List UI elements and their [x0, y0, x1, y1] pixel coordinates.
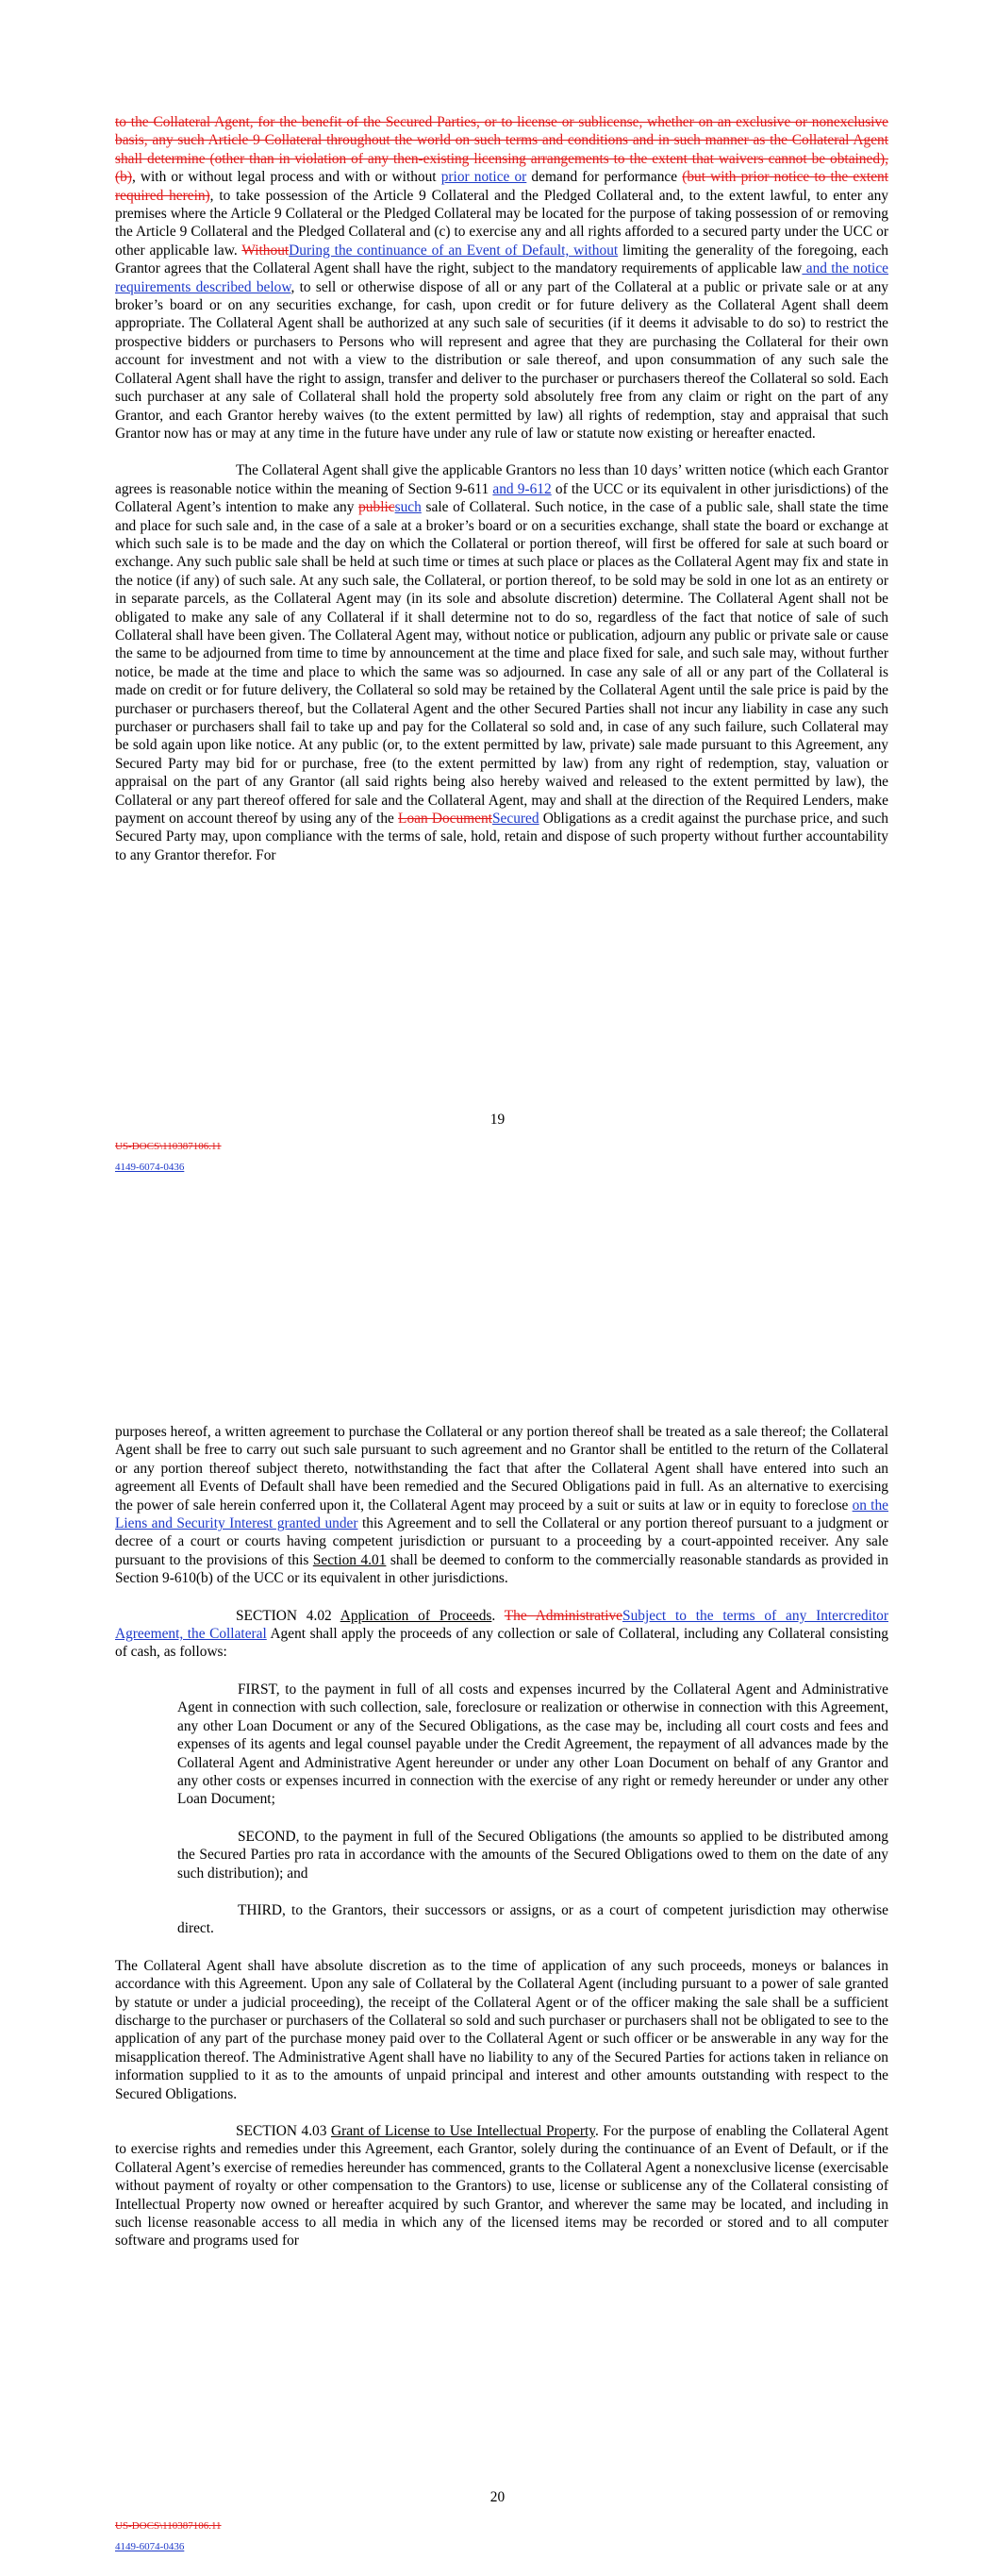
text-run: , to sell or otherwise dispose of all or any part of the Collateral at a public or private sale or at any broker’s board or on any securities exchange, for cash, upon credit or for future delivery as the Collateral Agent shall deem appropriate. The Collateral Agent shall be authorized at any such sale of securities (if it deems it advisable to do so) to restrict the prospective bidders or purchasers to Persons who will represent and agree that they are purchasing the Collateral for their own account for investment and not with a view to the distribution or sale thereof, and upon consummation of any such sale the Collateral Agent shall have the right to assign, transfer and deliver to the purchaser or purchasers thereof the Collateral so sold. Each such purchaser at any sale of Collateral shall hold the property sold absolutely free from any claim or right on the part of any Grantor, and each Grantor hereby waives (to the extent permitted by law) all rights of redemption, stay and appraisal that such Grantor now has or may at any time in the future have under any rule of law or statute now existing or hereafter enacted.: [115, 278, 889, 442]
text-run: SECTION 4.03: [236, 2123, 331, 2139]
text-run: SECTION 4.02: [236, 1607, 340, 1624]
inserted-text: on the Liens and Security Interest granted under: [115, 1497, 888, 1532]
text-run: limiting the generality of the foregoing, each Grantor agrees that the Collateral Agent shall have the right, subject to the mandatory requirements of applicable law: [115, 242, 888, 277]
text-run: purposes hereof, a written agreement to purchase the Collateral or any portion thereof shall be treated as a sale thereof; the Collateral Agent shall be free to carry out such sale pursuant to such agreement and no Grantor shall be entitled to the return of the Collateral or any portion thereof subject thereto, notwithstanding the fact that after the Collateral Agent shall have entered into such an agreement all Events of Default shall have been remedied and the Secured Obligations paid in full. As an alternative to exercising the power of sale herein conferred upon it, the Collateral Agent may proceed by a suit or suits at law or in equity to foreclose: [115, 1424, 888, 1514]
doc-id-deleted: US-DOCS\110387106.11: [115, 2520, 222, 2532]
deleted-text: to the Collateral Agent, for the benefit of the Secured Parties, or to license or sublicense, whether on an exclusive or nonexclusive basis, any such Article 9 Collateral throughout the world on such terms and conditions and in such manner as the Collateral Agent shall determine (other than in violation of any then-existing licensing arrangements to the extent that waivers cannot be obtained), (b): [115, 114, 888, 186]
inserted-text: During the continuance of an Event of Default, without: [289, 242, 619, 259]
page-number: 20: [489, 2489, 506, 2505]
doc-id-inserted: 4149-6074-0436: [115, 2541, 185, 2552]
text-run: shall be deemed to conform to the commercially reasonable standards as provided in Section 9-610(b) of the UCC or its equivalent in other jurisdictions.: [115, 1551, 888, 1587]
text-run: FIRST, to the payment in full of all costs and expenses incurred by the Collateral Agent and Administrative Agent in connection with such collection, sale, foreclosure or realization or otherwise in connection with this Agreement, any other Loan Document or any of the Secured Obligations, as the case may be, including all court costs and fees and expenses of its agents and legal counsel payable under the Credit Agreement, the repayment of all advances made by the Collateral Agent and Administrative Agent hereunder or under any other Loan Document on behalf of any Grantor and any other costs or expenses incurred in connection with the exercise of any right or remedy hereunder or under any other Loan Document;: [177, 1681, 888, 1808]
section-4-02-heading-paragraph: [115, 1607, 888, 1662]
paragraph: [115, 461, 888, 864]
text-run: The Collateral Agent shall have absolute discretion as to the time of application of any such proceeds, moneys or balances in accordance with this Agreement. Upon any sale of Collateral by the Collateral Agent (including pursuant to a power of sale granted by statute or under a judicial proceeding), the receipt of the Collateral Agent or of the officer making the sale shall be a sufficient discharge to the purchaser or purchasers of the Collateral so sold and such purchaser or purchasers shall not be obligated to see to the application of any part of the purchase money paid over to the Collateral Agent or such officer or be answerable in any way for the misapplication thereof. The Administrative Agent shall have no liability to any of the Secured Parties for actions taken in reliance on information supplied to it as to the amounts of unpaid principal and interest and other amounts outstanding with respect to the Secured Obligations.: [115, 1957, 888, 2102]
inserted-text: Subject to the terms of any Intercreditor Agreement, the Collateral: [115, 1607, 888, 1643]
text-run: demand for performance: [526, 169, 683, 186]
inserted-text: and the notice requirements described below: [115, 260, 888, 295]
text-run: .: [491, 1607, 505, 1624]
paragraph: [115, 113, 888, 443]
text-run: , to take possession of the Article 9 Collateral and the Pledged Collateral and, to the extent lawful, to enter any premises where the Article 9 Collateral or the Pledged Collateral may be located for the purpose of taking possession of or removing the Article 9 Collateral and the Pledged Collateral and (c) to exercise any and all rights afforded to a secured party under the UCC or other applicable law.: [115, 187, 888, 259]
deleted-text: public: [358, 499, 395, 516]
underlined-text: Grant of License to Use Intellectual Property: [330, 2123, 595, 2139]
deleted-text: Without: [241, 242, 290, 259]
first-priority-clause: [177, 1681, 888, 1809]
page-number: 19: [489, 1112, 506, 1128]
paragraph: [115, 1957, 888, 2103]
inserted-text: Secured: [491, 811, 539, 828]
doc-id-inserted: 4149-6074-0436: [115, 1162, 185, 1173]
second-priority-clause: [177, 1828, 888, 1882]
text-run: . For the purpose of enabling the Collateral Agent to exercise rights and remedies under this Agreement, each Grantor, solely during the continuance of an Event of Default, or if the Collateral Agent’s exercise of remedies hereunder has commenced, grants to the Collateral Agent a nonexclusive license (exercisable without payment of royalty or other compensation to the Grantors) to use, license or sublicense any of the Collateral consisting of Intellectual Property now owned or hereafter acquired by such Grantor, and wherever the same may be located, and including in such license reasonable access to all media in which any of the licensed items may be recorded or stored and to all computer software and programs used for: [115, 2123, 888, 2250]
page-19-body: [115, 113, 888, 864]
deleted-text: Loan Document: [398, 811, 492, 828]
text-run: of the UCC or its equivalent in other jurisdictions) of the Collateral Agent’s intention to make any: [115, 480, 889, 516]
page-20-body: [115, 1423, 888, 2250]
text-run: Agent shall apply the proceeds of any collection or sale of Collateral, including any Collateral consisting of cash, as follows:: [115, 1626, 888, 1661]
deleted-text: The Administrative: [504, 1607, 623, 1624]
paragraph: [115, 1423, 888, 1588]
text-run: sale of Collateral. Such notice, in the case of a public sale, shall state the time and place for such sale and, in the case of a sale at a broker’s board or on a securities exchange, shall state the board or exchange at which such sale is to be made and the day on which the Collateral or portion thereof, will first be offered for sale at such board or exchange. Any such public sale shall be held at such time or times at such place or places as the Collateral Agent may fix and state in the notice (if any) of such sale. At any such sale, the Collateral, or portion thereof, to be sold may be sold in one lot as an entirety or in separate parcels, as the Collateral Agent may (in its sole and absolute discretion) determine. The Collateral Agent shall not be obligated to make any sale of any Collateral if it shall determine not to do so, regardless of the fact that notice of sale of such Collateral shall have been given. The Collateral Agent may, without notice or publication, adjourn any public or private sale or cause the same to be adjourned from time to time by announcement at the time and place fixed for sale, and such sale may, without further notice, be made at the time and place to which the same was so adjourned. In case any sale of all or any part of the Collateral is made on credit or for future delivery, the Collateral so sold may be retained by the Collateral Agent until the sale price is paid by the purchaser or purchasers thereof, but the Collateral Agent and the other Secured Parties shall not incur any liability in case any such purchaser or purchasers shall fail to take up and pay for the Collateral so sold and, in case of any such failure, such Collateral may be sold again upon like notice. At any public (or, to the extent permitted by law, private) sale made pursuant to this Agreement, any Secured Party may bid for or purchase, free (to the extent permitted by law) from any right of redemption, stay, valuation or appraisal on the part of any Grantor (all said rights being also hereby waived and released to the extent permitted by law), the Collateral or any part thereof offered for sale and the Collateral Agent, may and shall at the direction of the Required Lenders, make payment on account thereof by using any of the: [115, 499, 888, 828]
text-run: THIRD, to the Grantors, their successors or assigns, or as a court of competent jurisdiction may otherwise direct.: [177, 1901, 888, 1937]
text-run: , with or without legal process and with or without: [131, 169, 441, 186]
underlined-text: Application of Proceeds: [340, 1607, 492, 1624]
text-run: Obligations as a credit against the purchase price, and such Secured Party may, upon compliance with the terms of sale, hold, retain and dispose of such property without further accountability to any Grantor therefor. For: [115, 811, 888, 863]
inserted-text: and 9-612: [492, 480, 552, 497]
doc-id-deleted: US-DOCS\110387106.11: [115, 1141, 222, 1152]
text-run: SECOND, to the payment in full of the Secured Obligations (the amounts so applied to be distributed among the Secured Parties pro rata in accordance with the amounts of the Secured Obligations owed to them on the date of any such distribution); and: [177, 1828, 888, 1882]
page-20: [0, 1264, 995, 2576]
inserted-text: such: [394, 499, 422, 516]
text-run: The Collateral Agent shall give the applicable Grantors no less than 10 days’ written notice (which each Grantor agrees is reasonable notice within the meaning of Section 9-611: [115, 462, 888, 497]
inserted-text: prior notice or: [440, 169, 527, 186]
underlined-text: Section 4.01: [312, 1551, 387, 1568]
deleted-text: (but with prior notice to the extent required herein): [115, 169, 888, 204]
section-4-03-heading-paragraph: [115, 2122, 888, 2250]
page-19: [0, 0, 995, 1264]
text-run: this Agreement and to sell the Collateral or any portion thereof pursuant to a judgment or decree of a court or courts having competent jurisdiction or pursuant to a proceeding by a court-appointed receiver. Any sale pursuant to the provisions of this: [115, 1515, 888, 1568]
third-priority-clause: [177, 1901, 888, 1938]
